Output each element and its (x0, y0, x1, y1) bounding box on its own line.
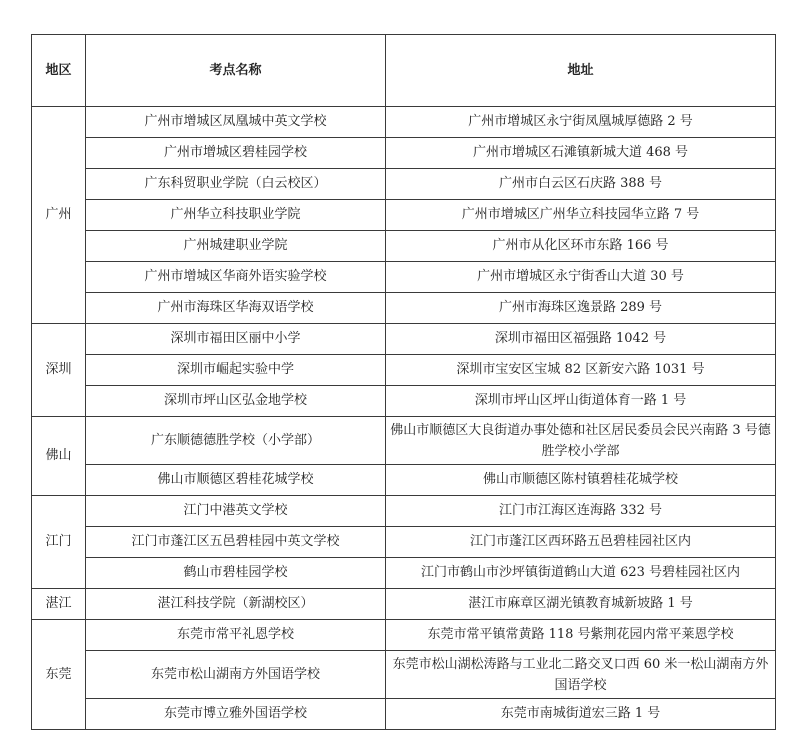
address-cell: 东莞市南城街道宏三路 1 号 (386, 699, 776, 730)
venue-cell: 湛江科技学院（新湖校区） (86, 589, 386, 620)
exam-venue-table (31, 34, 776, 730)
table-row (32, 324, 776, 355)
table-row (32, 465, 776, 496)
venue-cell: 东莞市常平礼恩学校 (86, 620, 386, 651)
table-row (32, 651, 776, 699)
address-cell: 江门市江海区连海路 332 号 (386, 496, 776, 527)
table-row (32, 558, 776, 589)
table-row (32, 293, 776, 324)
address-cell: 深圳市坪山区坪山街道体育一路 1 号 (386, 386, 776, 417)
address-cell: 深圳市福田区福强路 1042 号 (386, 324, 776, 355)
venue-cell: 鹤山市碧桂园学校 (86, 558, 386, 589)
venue-cell: 广州城建职业学院 (86, 231, 386, 262)
address-cell: 广州市从化区环市东路 166 号 (386, 231, 776, 262)
venue-cell: 东莞市松山湖南方外国语学校 (86, 651, 386, 699)
address-cell: 深圳市宝安区宝城 82 区新安六路 1031 号 (386, 355, 776, 386)
region-cell: 佛山 (32, 417, 86, 496)
venue-cell: 广东科贸职业学院（白云校区） (86, 169, 386, 200)
venue-cell: 深圳市福田区丽中小学 (86, 324, 386, 355)
address-cell: 广州市增城区广州华立科技园华立路 7 号 (386, 200, 776, 231)
address-cell: 广州市增城区永宁街凤凰城厚德路 2 号 (386, 107, 776, 138)
address-cell: 广州市增城区永宁街香山大道 30 号 (386, 262, 776, 293)
address-cell: 湛江市麻章区湖光镇教育城新坡路 1 号 (386, 589, 776, 620)
venue-cell: 深圳市崛起实验中学 (86, 355, 386, 386)
table-row (32, 169, 776, 200)
table-row (32, 386, 776, 417)
address-cell: 佛山市顺德区大良街道办事处德和社区居民委员会民兴南路 3 号德胜学校小学部 (386, 417, 776, 465)
venue-cell: 东莞市博立雅外国语学校 (86, 699, 386, 730)
venue-cell: 佛山市顺德区碧桂花城学校 (86, 465, 386, 496)
venue-cell: 广州市增城区华商外语实验学校 (86, 262, 386, 293)
address-cell: 广州市海珠区逸景路 289 号 (386, 293, 776, 324)
header-region: 地区 (32, 35, 86, 107)
table-row (32, 496, 776, 527)
address-cell: 佛山市顺德区陈村镇碧桂花城学校 (386, 465, 776, 496)
table-row (32, 231, 776, 262)
header-venue: 考点名称 (86, 35, 386, 107)
table-row (32, 355, 776, 386)
address-cell: 广州市增城区石滩镇新城大道 468 号 (386, 138, 776, 169)
region-cell: 湛江 (32, 589, 86, 620)
table-row (32, 620, 776, 651)
table-row (32, 527, 776, 558)
venue-cell: 广州市海珠区华海双语学校 (86, 293, 386, 324)
venue-cell: 广州华立科技职业学院 (86, 200, 386, 231)
address-cell: 江门市鹤山市沙坪镇街道鹤山大道 623 号碧桂园社区内 (386, 558, 776, 589)
venue-cell: 广东顺德德胜学校（小学部） (86, 417, 386, 465)
address-cell: 东莞市松山湖松涛路与工业北二路交叉口西 60 米一松山湖南方外国语学校 (386, 651, 776, 699)
venue-cell: 广州市增城区碧桂园学校 (86, 138, 386, 169)
address-cell: 广州市白云区石庆路 388 号 (386, 169, 776, 200)
venue-cell: 广州市增城区凤凰城中英文学校 (86, 107, 386, 138)
region-cell: 东莞 (32, 620, 86, 730)
table-row (32, 699, 776, 730)
header-row (32, 35, 776, 107)
address-cell: 东莞市常平镇常黄路 118 号紫荆花园内常平莱恩学校 (386, 620, 776, 651)
region-cell: 深圳 (32, 324, 86, 417)
table-row (32, 589, 776, 620)
venue-cell: 深圳市坪山区弘金地学校 (86, 386, 386, 417)
table-row (32, 417, 776, 465)
table-row (32, 107, 776, 138)
venue-cell: 江门市蓬江区五邑碧桂园中英文学校 (86, 527, 386, 558)
table-row (32, 262, 776, 293)
region-cell: 江门 (32, 496, 86, 589)
venue-cell: 江门中港英文学校 (86, 496, 386, 527)
table-row (32, 138, 776, 169)
region-cell: 广州 (32, 107, 86, 324)
address-cell: 江门市蓬江区西环路五邑碧桂园社区内 (386, 527, 776, 558)
table-row (32, 200, 776, 231)
header-address: 地址 (386, 35, 776, 107)
